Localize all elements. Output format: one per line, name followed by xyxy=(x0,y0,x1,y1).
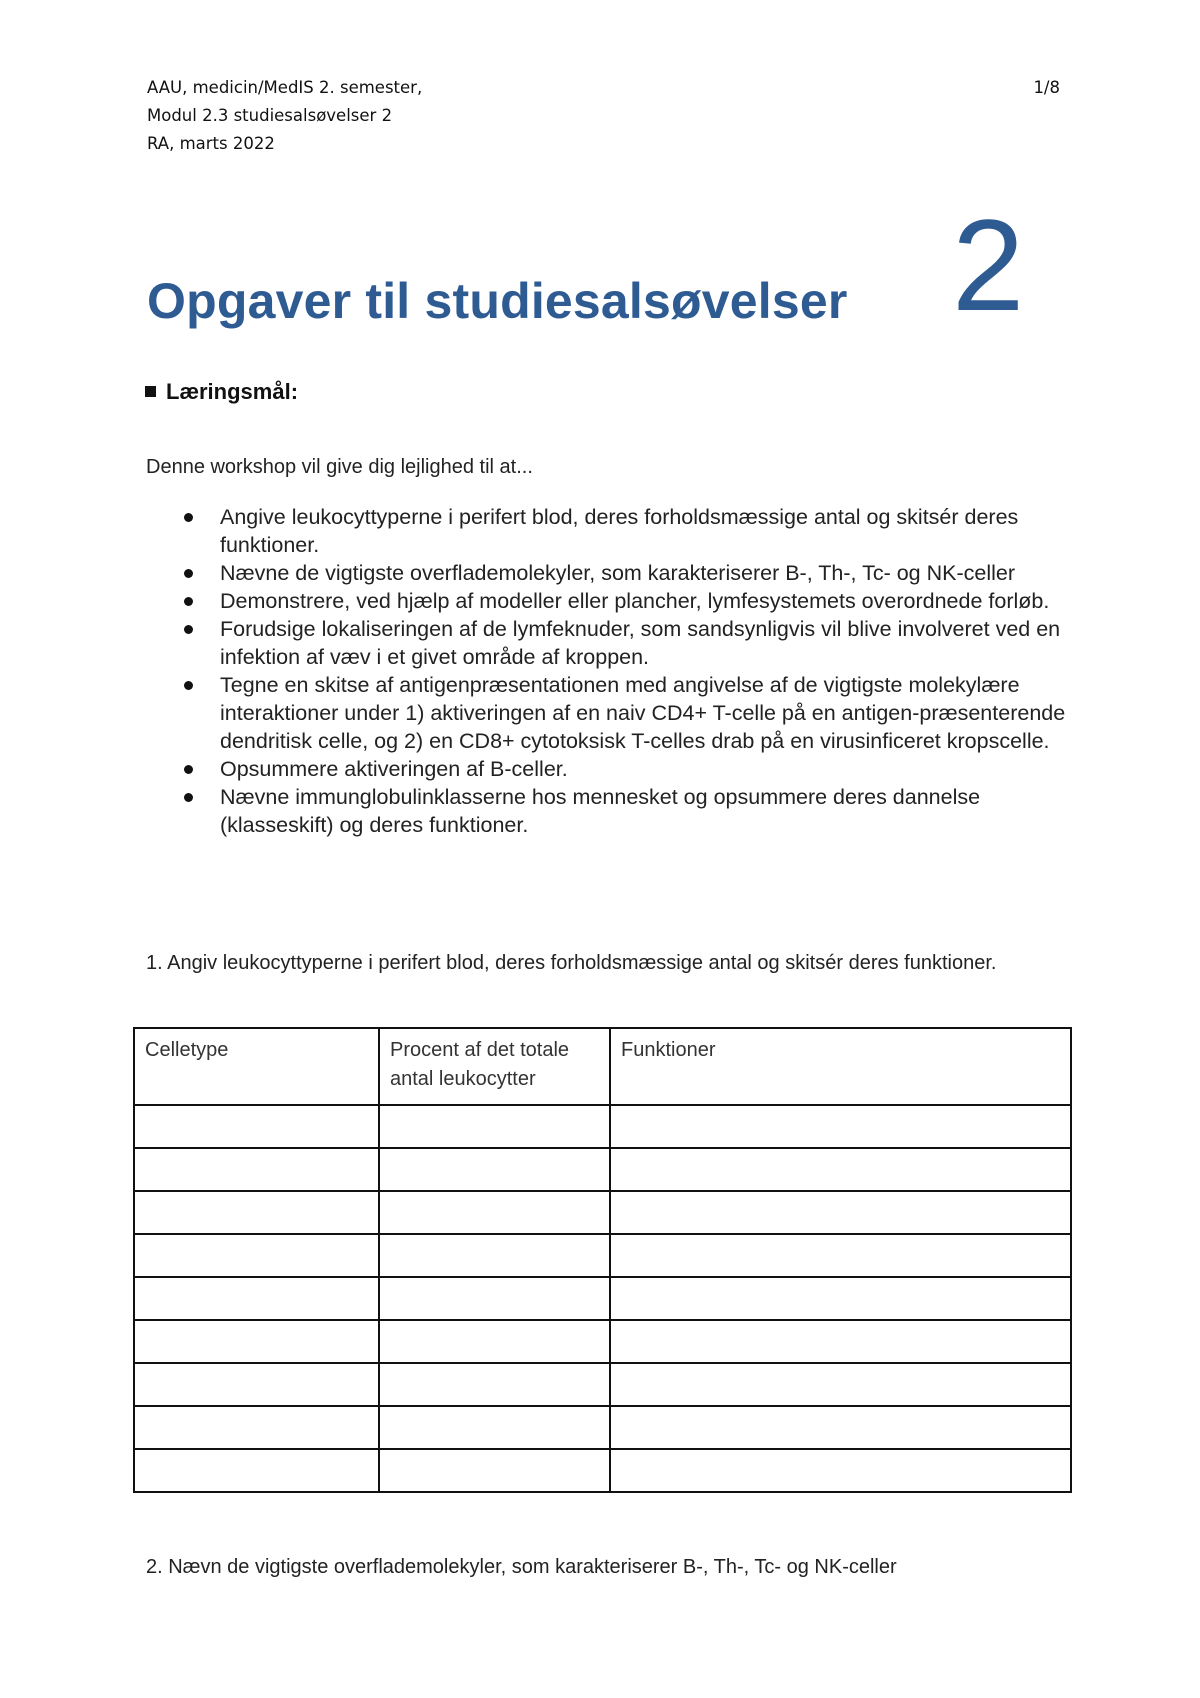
page-title-number: 2 xyxy=(952,192,1025,338)
table-cell[interactable] xyxy=(379,1406,610,1449)
table-row xyxy=(134,1191,1071,1234)
bullet-icon xyxy=(184,513,193,522)
list-item xyxy=(146,755,1066,783)
header-date-line: RA, marts 2022 xyxy=(147,134,275,153)
leukocyte-table xyxy=(133,1027,1072,1493)
table-cell[interactable] xyxy=(379,1363,610,1406)
table-cell[interactable] xyxy=(610,1449,1071,1492)
objective-text: Tegne en skitse af antigenpræsentationen med angivelse af de vigtigste molekylære interaktioner under 1) aktiveringen af en naiv CD4+ T-celle på en antigen-præsenterende dendritisk celle, og 2) en CD8+ cytotoksisk T-celles drab på en virusinficeret kropscelle. xyxy=(220,673,1066,753)
header-module-line: Modul 2.3 studiesalsøvelser 2 xyxy=(147,106,393,125)
table-row xyxy=(134,1148,1071,1191)
intro-text: Denne workshop vil give dig lejlighed til at... xyxy=(146,456,533,478)
bullet-icon xyxy=(184,625,193,634)
table-cell[interactable] xyxy=(134,1363,379,1406)
list-item xyxy=(146,671,1066,755)
table-cell[interactable] xyxy=(379,1449,610,1492)
learning-goals-label: Læringsmål: xyxy=(166,379,299,404)
table-row xyxy=(134,1363,1071,1406)
table-cell[interactable] xyxy=(379,1277,610,1320)
header-course-line: AAU, medicin/MedIS 2. semester, xyxy=(147,78,423,97)
objective-text: Nævne immunglobulinklasserne hos mennesket og opsummere deres dannelse (klasseskift) og deres funktioner. xyxy=(220,785,981,837)
table-cell[interactable] xyxy=(610,1406,1071,1449)
table-cell[interactable] xyxy=(379,1320,610,1363)
page-title-text: Opgaver til studiesalsøvelser xyxy=(147,273,848,329)
table-cell[interactable] xyxy=(610,1191,1071,1234)
table-cell[interactable] xyxy=(610,1148,1071,1191)
list-item xyxy=(146,559,1066,587)
table-cell[interactable] xyxy=(610,1363,1071,1406)
square-bullet-icon xyxy=(145,386,156,397)
table-cell[interactable] xyxy=(610,1320,1071,1363)
table-cell[interactable] xyxy=(134,1148,379,1191)
table-cell[interactable] xyxy=(610,1105,1071,1148)
learning-goals-heading xyxy=(145,379,298,405)
list-item xyxy=(146,783,1066,839)
table-row xyxy=(134,1277,1071,1320)
table-row xyxy=(134,1406,1071,1449)
table-cell[interactable] xyxy=(379,1191,610,1234)
bullet-icon xyxy=(184,793,193,802)
table-row xyxy=(134,1320,1071,1363)
table-row xyxy=(134,1234,1071,1277)
table-row xyxy=(134,1449,1071,1492)
table-cell[interactable] xyxy=(379,1105,610,1148)
table-cell[interactable] xyxy=(134,1277,379,1320)
bullet-icon xyxy=(184,597,193,606)
table-cell[interactable] xyxy=(134,1449,379,1492)
list-item xyxy=(146,615,1066,671)
objective-text: Opsummere aktiveringen af B-celler. xyxy=(220,757,568,781)
table-cell[interactable] xyxy=(610,1234,1071,1277)
table-cell[interactable] xyxy=(134,1320,379,1363)
page-number: 1/8 xyxy=(1033,78,1060,97)
list-item xyxy=(146,587,1066,615)
column-header-percent: Procent af det totale antal leukocytter xyxy=(379,1028,610,1105)
table-cell[interactable] xyxy=(610,1277,1071,1320)
bullet-icon xyxy=(184,681,193,690)
table-header-row xyxy=(134,1028,1071,1105)
list-item xyxy=(146,503,1066,559)
objective-text: Angive leukocyttyperne i perifert blod, deres forholdsmæssige antal og skitsér deres funktioner. xyxy=(220,505,1019,557)
objective-text: Demonstrere, ved hjælp af modeller eller plancher, lymfesystemets overordnede forløb. xyxy=(220,589,1050,613)
objective-text: Forudsige lokaliseringen af de lymfeknuder, som sandsynligvis vil blive involveret ved en infektion af væv i et givet område af kroppen. xyxy=(220,617,1061,669)
table-cell[interactable] xyxy=(379,1148,610,1191)
bullet-icon xyxy=(184,765,193,774)
table-cell[interactable] xyxy=(379,1234,610,1277)
question-2-text: 2. Nævn de vigtigste overflademolekyler, som karakteriserer B-, Th-, Tc- og NK-celler xyxy=(146,1556,897,1578)
document-header xyxy=(147,74,422,158)
column-header-celltype: Celletype xyxy=(134,1028,379,1105)
table-row xyxy=(134,1105,1071,1148)
objectives-list xyxy=(146,503,1066,839)
table-cell[interactable] xyxy=(134,1191,379,1234)
objective-text: Nævne de vigtigste overflademolekyler, som karakteriserer B-, Th-, Tc- og NK-celler xyxy=(220,561,1015,585)
bullet-icon xyxy=(184,569,193,578)
column-header-functions: Funktioner xyxy=(610,1028,1071,1105)
table-cell[interactable] xyxy=(134,1234,379,1277)
table-cell[interactable] xyxy=(134,1406,379,1449)
question-1-text: 1. Angiv leukocyttyperne i perifert blod, deres forholdsmæssige antal og skitsér deres funktioner. xyxy=(146,952,997,974)
table-cell[interactable] xyxy=(134,1105,379,1148)
